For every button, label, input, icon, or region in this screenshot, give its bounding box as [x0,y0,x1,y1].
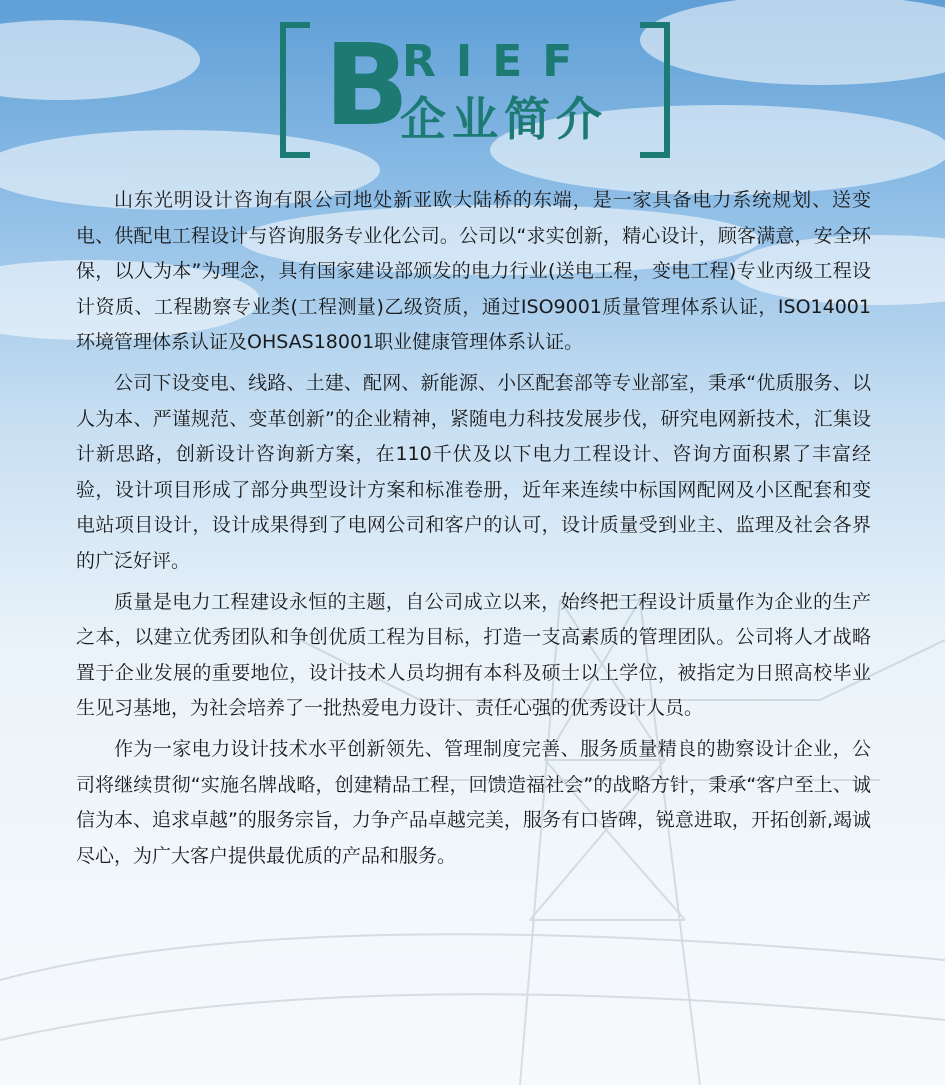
paragraph-3: 质量是电力工程建设永恒的主题，自公司成立以来，始终把工程设计质量作为企业的生产之本，以建立优秀团队和争创优质工程为目标，打造一支高素质的管理团队。公司将人才战略置于企业发展的重要地位，设计技术人员均拥有本科及硕士以上学位，被指定为日照高校毕业生见习基地，为社会培养了一批热爱电力设计、责任心强的优秀设计人员。 [76,590,871,720]
right-bracket [640,22,670,158]
brief-logo [280,22,670,158]
page-title: 企业简介 [400,92,608,146]
paragraph-4: 作为一家电力设计技术水平创新领先、管理制度完善、服务质量精良的勘察设计企业，公司将继续贯彻“实施名牌战略，创建精品工程，回馈造福社会”的战略方针，秉承“客户至上、诚信为本、追求卓越”的服务宗旨，力争产品卓越完美，服务有口皆碑，锐意进取，开拓创新,竭诚尽心，为广大客户提供最优质的产品和服务。 [76,737,871,867]
paragraph-1: 山东光明设计咨询有限公司地处新亚欧大陆桥的东端，是一家具备电力系统规划、送变电、供配电工程设计与咨询服务专业化公司。公司以“求实创新，精心设计，顾客满意，安全环保，以人为本”为理念，具有国家建设部颁发的电力行业(送电工程，变电工程)专业丙级工程设计资质、工程勘察专业类(工程测量)乙级资质，通过ISO9001质量管理体系认证，ISO14001环境管理体系认证及OHSAS18001职业健康管理体系认证。 [76,189,871,354]
paragraph-2: 公司下设变电、线路、土建、配网、新能源、小区配套部等专业部室，秉承“优质服务、以人为本、严谨规范、变革创新”的企业精神，紧随电力科技发展步伐，研究电网新技术，汇集设计新思路，创新设计咨询新方案，在110千伏及以下电力工程设计、咨询方面积累了丰富经验，设计项目形成了部分典型设计方案和标准卷册，近年来连续中标国网配网及小区配套和变电站项目设计，设计成果得到了电网公司和客户的认可，设计质量受到业主、监理及社会各界的广泛好评。 [76,371,871,572]
company-intro-text [76,183,871,879]
left-bracket [280,22,310,158]
logo-big-letter: B [324,21,410,151]
logo-rest-letters: RIEF [402,36,593,87]
